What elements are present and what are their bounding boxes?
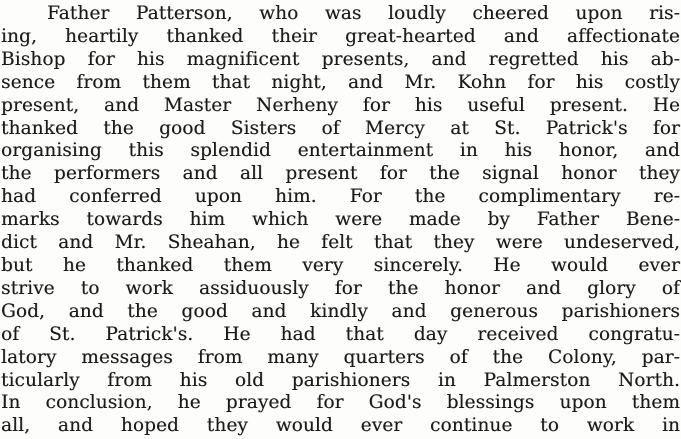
text-line: all, and hoped they would ever continue to work in xyxy=(1,415,680,437)
text-line: God, and the good and kindly and generous parishioners xyxy=(1,300,680,322)
text-line: In conclusion, he prayed for God's blessings upon them xyxy=(1,392,680,414)
text-line: but he thanked them very sincerely. He would ever xyxy=(1,254,680,276)
text-line: ticularly from his old parishioners in Palmerston North. xyxy=(1,369,680,391)
text-line: the performers and all present for the signal honor they xyxy=(1,163,680,185)
text-line: sence from them that night, and Mr. Kohn for his costly xyxy=(1,71,680,93)
text-line: strive to work assiduously for the honor and glory of xyxy=(1,277,680,299)
text-line: present, and Master Nerheny for his useful present. He xyxy=(1,94,680,116)
text-line: had conferred upon him. For the complimentary re- xyxy=(1,186,680,208)
text-line: organising this splendid entertainment in his honor, and xyxy=(1,140,680,162)
text-line: marks towards him which were made by Father Bene- xyxy=(1,209,680,231)
text-line: dict and Mr. Sheahan, he felt that they were undeserved, xyxy=(1,232,680,254)
text-line: Bishop for his magnificent presents, and regretted his ab- xyxy=(1,48,680,70)
text-line: thanked the good Sisters of Mercy at St. Patrick's for xyxy=(1,117,680,139)
paragraph xyxy=(1,3,680,438)
text-line: latory messages from many quarters of the Colony, par- xyxy=(1,346,680,368)
text-line: ing, heartily thanked their great-hearted and affectionate xyxy=(1,25,680,47)
text-line: of St. Patrick's. He had that day received congratu- xyxy=(1,323,680,345)
text-line: Father Patterson, who was loudly cheered upon ris- xyxy=(47,3,680,24)
